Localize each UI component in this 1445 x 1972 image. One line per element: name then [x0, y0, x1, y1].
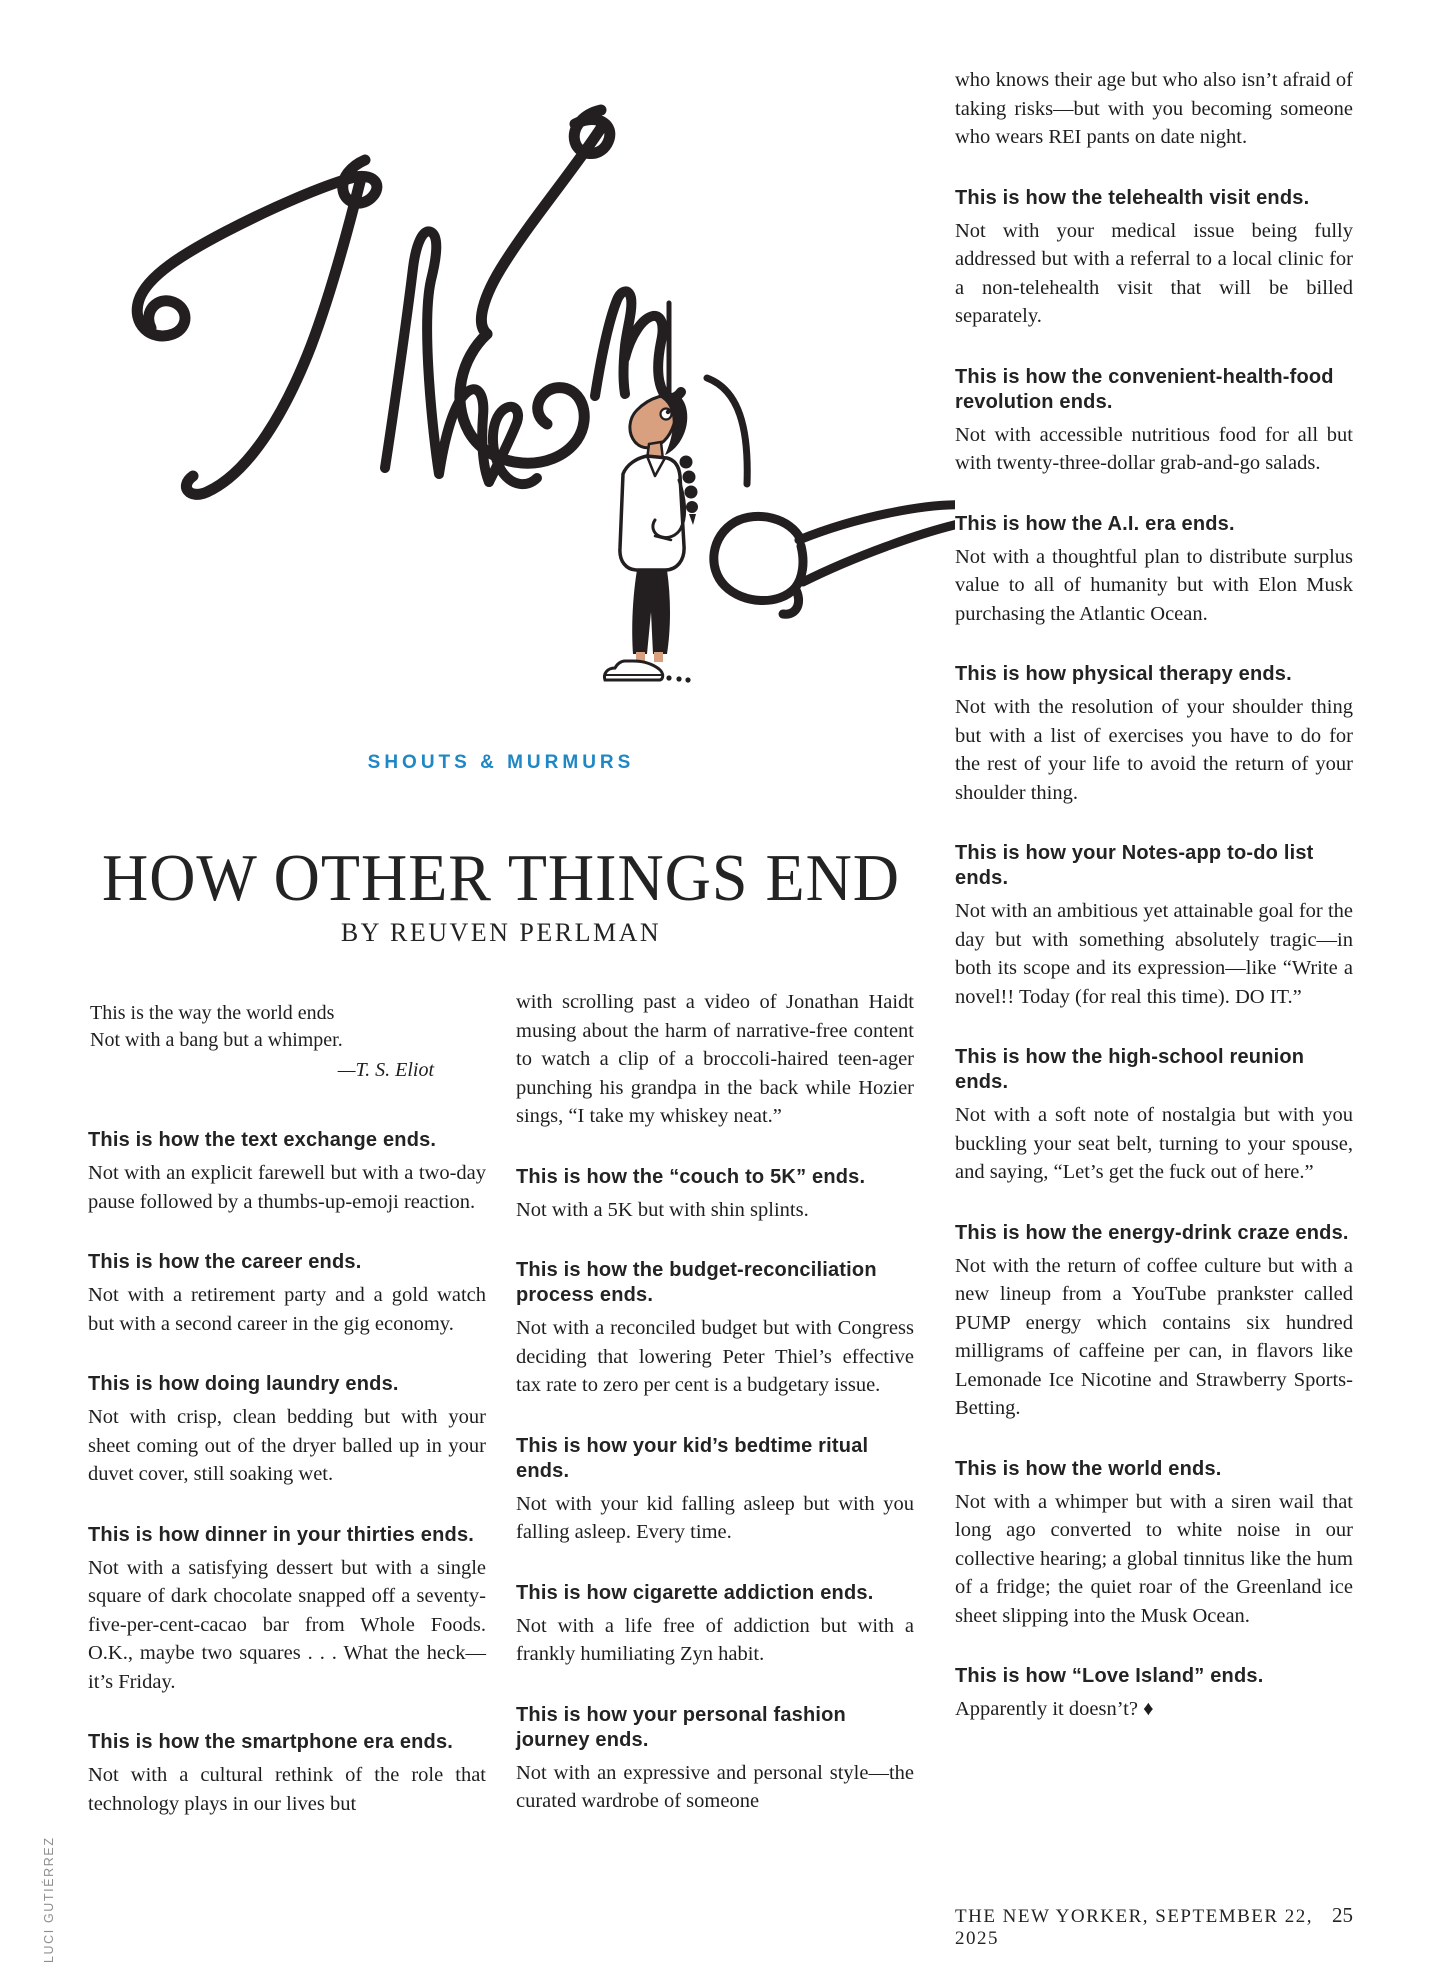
section-body: Not with a soft note of nostalgia but with you buckling your seat belt, turning to your spouse, and saying, “Let’s get the fuck out of here.” [955, 1104, 1353, 1183]
section-heading: This is how your Notes-app to-do list ends. [955, 842, 1314, 889]
sections-left [88, 1128, 486, 1818]
section-heading: This is how the convenient-health-food revolution ends. [955, 365, 1334, 413]
article-section [955, 66, 1353, 152]
article-section [88, 1730, 486, 1818]
section-heading: This is how cigarette addiction ends. [516, 1581, 874, 1604]
column-middle [516, 988, 914, 1816]
section-heading: This is how the energy-drink craze ends. [955, 1221, 1349, 1244]
section-body: Not with an expressive and personal style—the curated wardrobe of someone [516, 1761, 914, 1812]
footer-magazine-date: THE NEW YORKER, SEPTEMBER 22, 2025 [955, 1906, 1314, 1949]
article-title: HOW OTHER THINGS END [101, 840, 901, 915]
column-right [955, 66, 1353, 1724]
article-section [88, 1250, 486, 1338]
article-section [88, 1128, 486, 1216]
article-section [516, 988, 914, 1131]
section-body: Not with your medical issue being fully addressed but with a referral to a local clinic for a non-telehealth visit that will be billed separately. [955, 219, 1353, 327]
section-body: Not with the return of coffee culture but with a new lineup from a YouTube prankster called PUMP energy which contains six hundred milligrams of caffeine per can, in flavors like Lemonade Ice Nicotine and Strawberry Sports-Betting. [955, 1254, 1353, 1419]
section-heading: This is how physical therapy ends. [955, 663, 1292, 685]
sneaker [604, 661, 662, 680]
section-body: Not with a satisfying dessert but with a single square of dark chocolate snapped off a seventy-five-per-cent-cacao bar from Whole Foods. O.K., maybe two squares . . . What the heck—it’s Friday. [88, 1556, 486, 1693]
article-section [516, 1434, 914, 1547]
section-heading: This is how your personal fashion journey ends. [516, 1703, 846, 1751]
ground-dots [666, 675, 690, 682]
jacket [620, 456, 684, 570]
article-section [955, 1457, 1353, 1631]
article-section [955, 365, 1353, 478]
section-body: Not with a 5K but with shin splints. [516, 1198, 809, 1221]
article-section [955, 841, 1353, 1011]
section-kicker: SHOUTS & MURMURS [367, 752, 635, 773]
sections-middle [516, 988, 914, 1816]
woman-figure [604, 393, 698, 683]
section-body: Not with a retirement party and a gold watch but with a second career in the gig economy. [88, 1284, 486, 1335]
pupil [666, 410, 670, 414]
section-body: who knows their age but who also isn’t afraid of taking risks—but with you becoming someone who wears REI pants on date night. [955, 69, 1353, 148]
article-section [955, 662, 1353, 807]
epigraph-line: This is the way the world ends [90, 1002, 335, 1024]
ankle [654, 652, 663, 662]
section-body: Not with accessible nutritious food for all but with twenty-three-dollar grab-and-go salads. [955, 423, 1353, 474]
article-section [955, 186, 1353, 331]
section-body: Not with a whimper but with a siren wail that long ago converted to white noise in our collective hearing; a global tinnitus like the hum of a fridge; the quiet roar of the Greenland ice sheet slipping into the Musk Ocean. [955, 1490, 1353, 1627]
section-heading: This is how the smartphone era ends. [88, 1731, 454, 1753]
article-section [955, 1045, 1353, 1187]
article-section [516, 1581, 914, 1669]
article-byline: BY REUVEN PERLMAN [340, 918, 662, 947]
section-heading: This is how dinner in your thirties ends. [88, 1523, 475, 1546]
article-section [955, 512, 1353, 629]
section-body: Not with an explicit farewell but with a two-day pause followed by a thumbs-up-emoji reaction. [88, 1162, 486, 1213]
article-section [88, 1372, 486, 1489]
epigraph-attribution: —T. S. Eliot [337, 1059, 434, 1081]
section-heading: This is how “Love Island” ends. [955, 1665, 1264, 1687]
section-heading: This is how the A.I. era ends. [955, 512, 1235, 535]
section-body: Not with a thoughtful plan to distribute surplus value to all of humanity but with Elon Musk purchasing the Atlantic Ocean. [955, 545, 1353, 625]
epigraph-line: Not with a bang but a whimper. [90, 1029, 343, 1051]
fallen-letter-d [714, 505, 955, 614]
section-body: Apparently it doesn’t? ♦ [955, 1698, 1154, 1720]
article-section [516, 1165, 914, 1225]
section-body: Not with an ambitious yet attainable goal for the day but with something absolutely tragic—in both its scope and its expression—like “Write a novel!! Today (for real this time). DO IT.” [955, 900, 1353, 1008]
article-section [955, 1221, 1353, 1423]
section-body: Not with a life free of addiction but with a frankly humiliating Zyn habit. [516, 1614, 914, 1665]
pants [632, 570, 670, 654]
article-section [516, 1258, 914, 1400]
the-end-illustration [55, 28, 955, 698]
section-heading: This is how the world ends. [955, 1457, 1222, 1480]
section-body: with scrolling past a video of Jonathan Haidt musing about the harm of narrative-free content to watch a clip of a broccoli-haired teen-ager punching his grandpa in the back while Hozier sings, “I take my whiskey neat.” [516, 991, 914, 1127]
page-footer [955, 1903, 1353, 1950]
column-left [88, 988, 486, 1818]
eye [661, 409, 672, 420]
illustrator-credit: LUCI GUTIÉRREZ [42, 1836, 56, 1963]
article-section [516, 1703, 914, 1816]
section-heading: This is how the telehealth visit ends. [955, 186, 1310, 209]
section-body: Not with a cultural rethink of the role that technology plays in our lives but [88, 1764, 486, 1815]
section-heading: This is how the text exchange ends. [88, 1129, 437, 1151]
section-heading: This is how your kid’s bedtime ritual ends. [516, 1434, 869, 1482]
section-heading: This is how the high-school reunion ends. [955, 1046, 1305, 1093]
article-section [88, 1523, 486, 1697]
sections-right [955, 66, 1353, 1724]
section-heading: This is how the budget-reconciliation process ends. [516, 1259, 877, 1306]
article-section [955, 1664, 1353, 1724]
section-body: Not with the resolution of your shoulder thing but with a list of exercises you have to do for the rest of your life to avoid the return of your shoulder thing. [955, 696, 1353, 804]
section-heading: This is how the career ends. [88, 1251, 362, 1273]
page-number: 25 [1332, 1903, 1353, 1927]
epigraph [90, 1000, 486, 1084]
section-body: Not with crisp, clean bedding but with your sheet coming out of the dryer balled up in your duvet cover, still soaking wet. [88, 1406, 486, 1485]
section-heading: This is how the “couch to 5K” ends. [516, 1165, 866, 1188]
section-body: Not with your kid falling asleep but with you falling asleep. Every time. [516, 1492, 914, 1543]
section-heading: This is how doing laundry ends. [88, 1373, 399, 1395]
section-body: Not with a reconciled budget but with Congress deciding that lowering Peter Thiel’s effective tax rate to zero per cent is a budgetary issue. [516, 1317, 914, 1396]
